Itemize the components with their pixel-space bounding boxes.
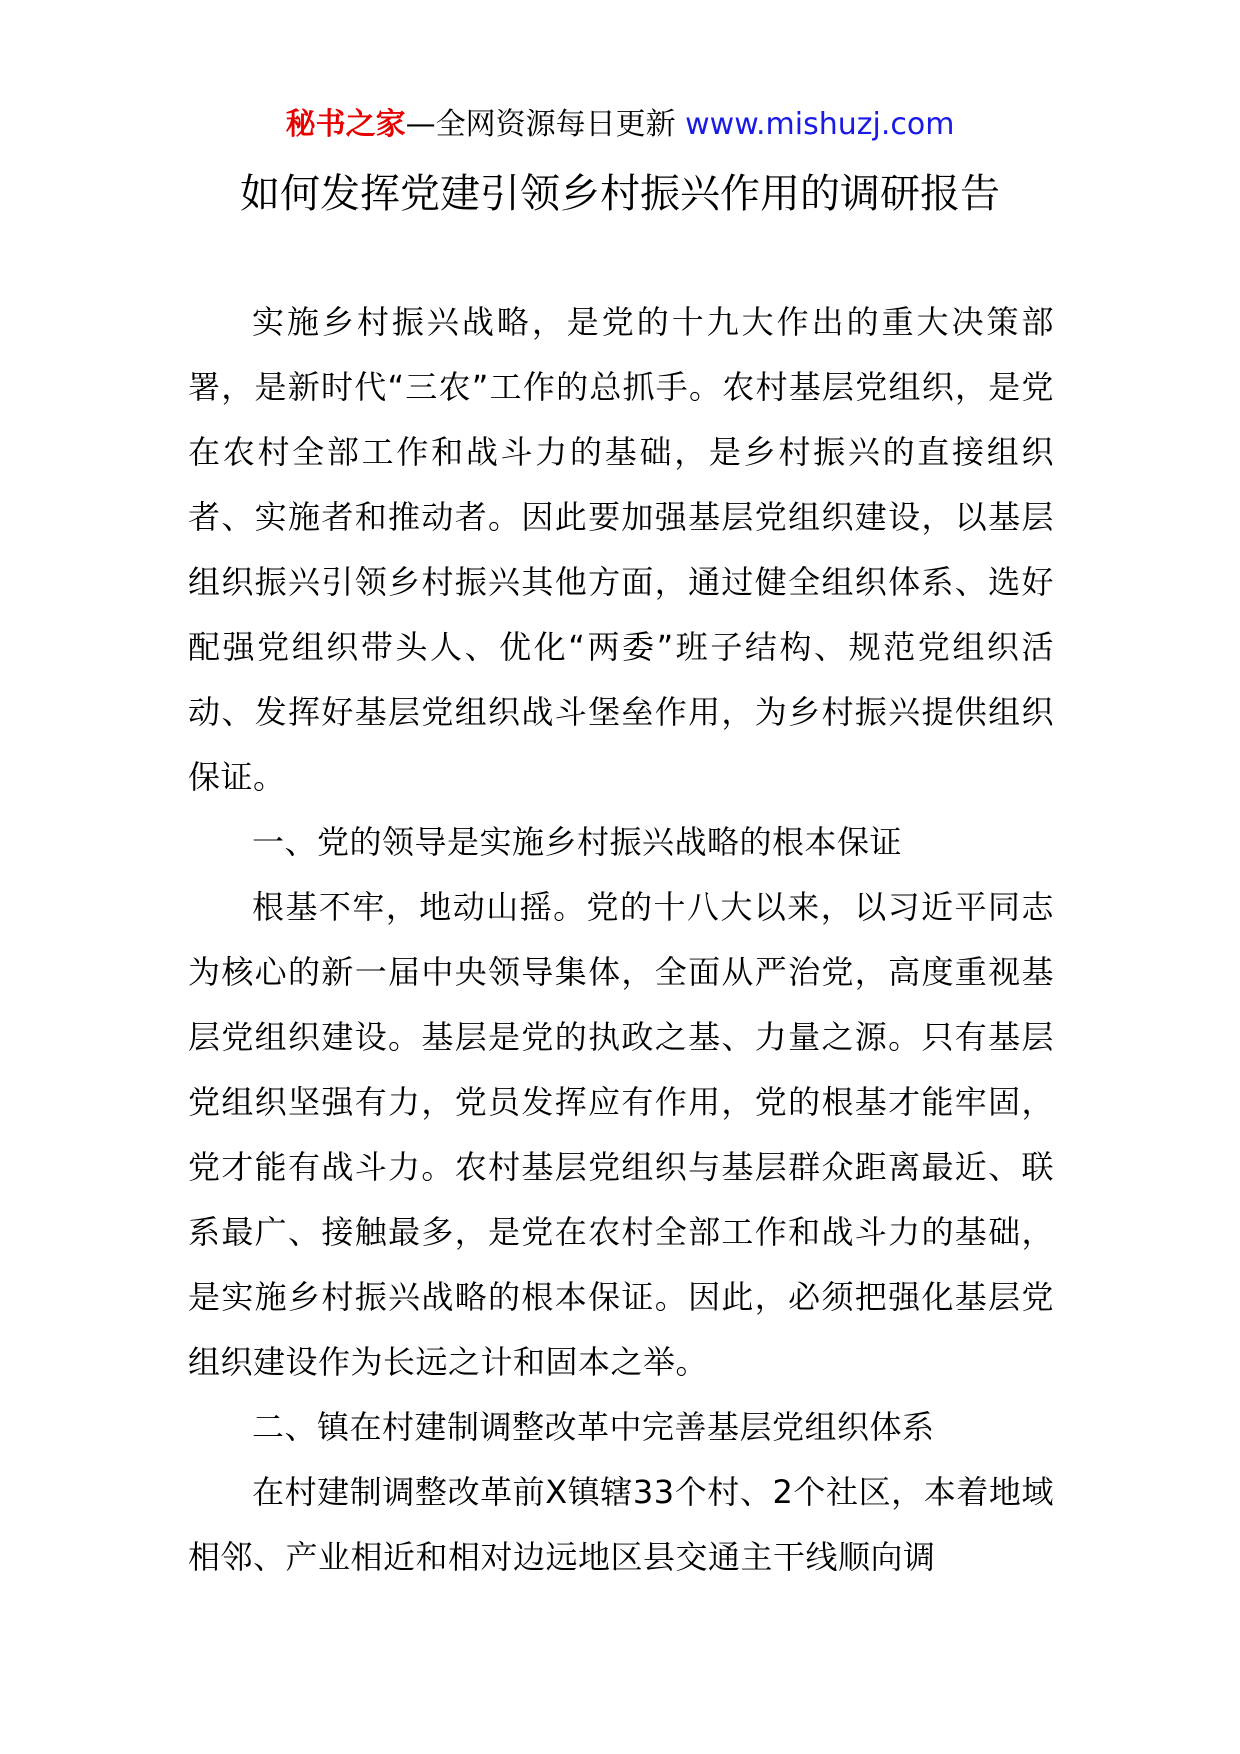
site-slogan: —全网资源每日更新 [405,107,686,142]
section-heading-2: 二、镇在村建制调整改革中完善基层党组织体系 [252,1408,935,1446]
site-brand: 秘书之家 [285,107,406,142]
paragraph-section-1: 根基不牢，地动山摇。党的十八大以来，以习近平同志为核心的新一届中央领导集体，全面从严治党，高度重视基层党组织建设。基层是党的执政之基、力量之源。只有基层党组织坚强有力，党员发挥应有作用，党的根基才能牢固，党才能有战斗力。农村基层党组织与基层群众距离最近、联系最广、接触最多，是党在农村全部工作和战斗力的基础，是实施乡村振兴战略的根本保证。因此，必须把强化基层党组织建设作为长远之计和固本之举。 [188,888,1054,1381]
document-title: 如何发挥党建引领乡村振兴作用的调研报告 [240,171,1000,217]
paragraph-section-2: 在村建制调整改革前X镇辖33个村、2个社区，本着地域相邻、产业相近和相对边远地区县交通主干线顺向调 [188,1473,1054,1576]
document-body [188,290,1054,1590]
paragraph-intro: 实施乡村振兴战略，是党的十九大作出的重大决策部署，是新时代“三农”工作的总抓手。农村基层党组织，是党在农村全部工作和战斗力的基础，是乡村振兴的直接组织者、实施者和推动者。因此要加强基层党组织建设，以基层组织振兴引领乡村振兴其他方面，通过健全组织体系、选好配强党组织带头人、优化“两委”班子结构、规范党组织活动、发挥好基层党组织战斗堡垒作用，为乡村振兴提供组织保证。 [188,303,1054,796]
site-url-link[interactable]: www.mishuzj.com [685,107,955,142]
site-header [0,102,1240,148]
section-heading-1: 一、党的领导是实施乡村振兴战略的根本保证 [252,823,903,861]
